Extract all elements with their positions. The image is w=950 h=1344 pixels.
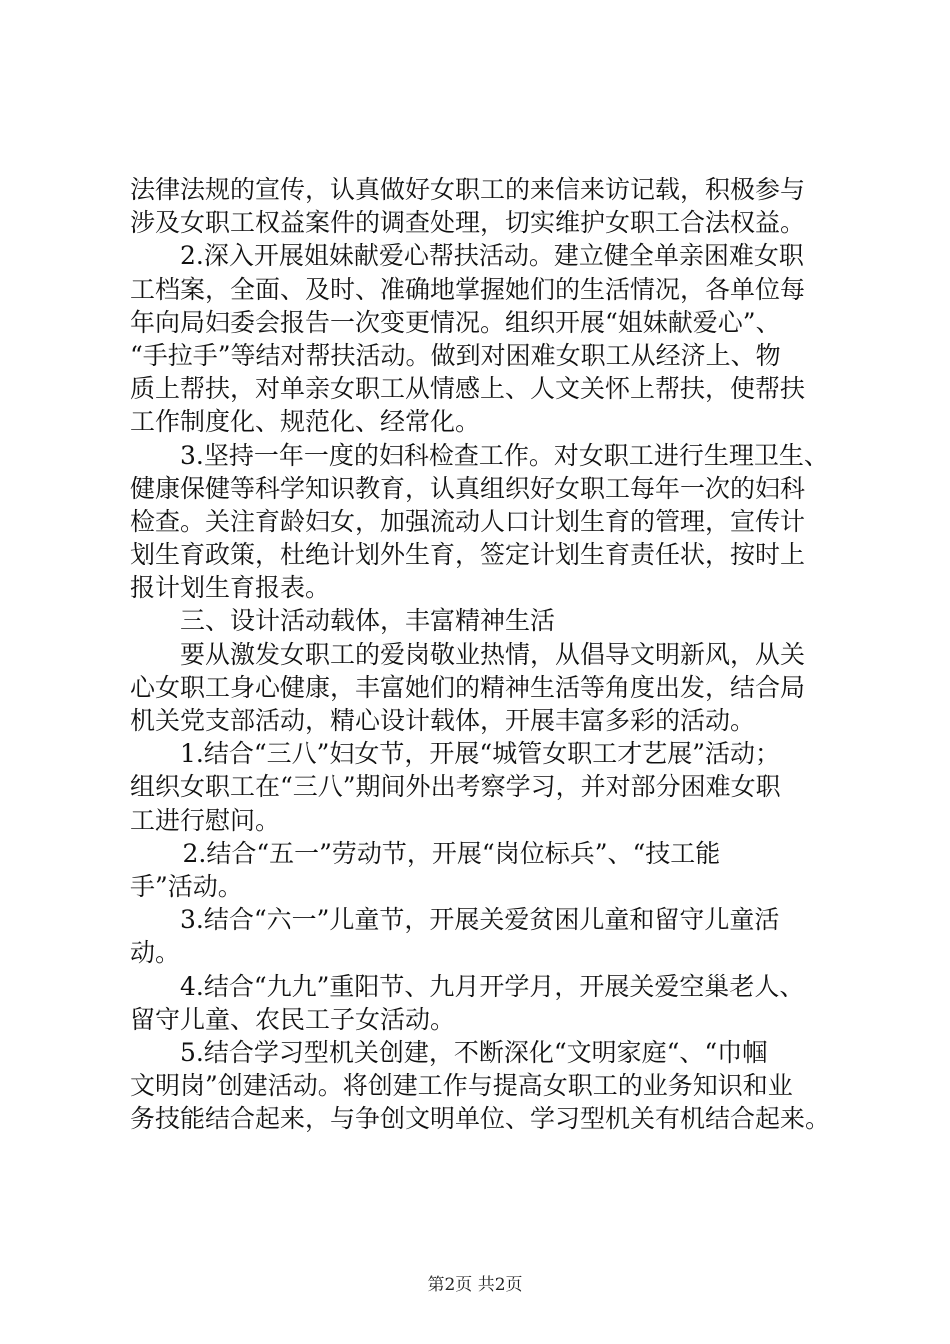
document-body — [130, 173, 830, 1135]
text-line: 健康保健等科学知识教育，认真组织好女职工每年一次的妇科 — [130, 473, 806, 503]
text-line: 划生育政策，杜绝计划外生育，签定计划生育责任状，按时上 — [130, 540, 806, 570]
text-line: 4.结合“九九”重阳节、九月开学月，开展关爱空巢老人、 — [180, 971, 805, 1001]
page-footer: 第2页 共2页 — [427, 1275, 523, 1295]
text-line: 动。 — [130, 938, 181, 968]
text-line: 质上帮扶，对单亲女职工从情感上、人文关怀上帮扶，使帮扶 — [130, 374, 806, 404]
text-line: 年向局妇委会报告一次变更情况。组织开展“姐妹献爱心”、 — [130, 307, 781, 337]
text-line: 工进行慰问。 — [130, 805, 281, 835]
text-line: 涉及女职工权益案件的调查处理，切实维护女职工合法权益。 — [130, 208, 806, 238]
text-line: 3.坚持一年一度的妇科检查工作。对女职工进行生理卫生、 — [180, 440, 829, 470]
text-line: 心女职工身心健康，丰富她们的精神生活等角度出发，结合局 — [130, 672, 806, 702]
text-line: “手拉手”等结对帮扶活动。做到对困难女职工从经济上、物 — [130, 340, 781, 370]
text-line: 手”活动。 — [130, 871, 243, 901]
text-line: 机关党支部活动，精心设计载体，开展丰富多彩的活动。 — [130, 706, 756, 735]
text-line: 文明岗”创建活动。将创建工作与提高女职工的业务知识和业 — [130, 1071, 793, 1101]
text-line: 检查。关注育龄妇女，加强流动人口计划生育的管理，宣传计 — [130, 506, 806, 536]
text-line: 法律法规的宣传，认真做好女职工的来信来访记载，积极参与 — [130, 175, 806, 204]
text-line: 报计划生育报表。 — [130, 573, 331, 603]
text-line: 2.深入开展姐妹献爱心帮扶活动。建立健全单亲困难女职 — [180, 241, 804, 271]
text-line: 三、设计活动载体，丰富精神生活 — [180, 606, 556, 636]
text-line: 要从激发女职工的爱岗敬业热情，从倡导文明新风，从关 — [180, 639, 806, 669]
text-line: 5.结合学习型机关创建，不断深化“文明家庭“、“巾帼 — [180, 1037, 768, 1067]
text-line: 工档案，全面、及时、准确地掌握她们的生活情况，各单位每 — [130, 274, 806, 304]
text-line: 务技能结合起来，与争创文明单位、学习型机关有机结合起来。 — [130, 1104, 831, 1134]
text-line: 工作制度化、规范化、经常化。 — [130, 407, 481, 437]
text-line: 2.结合“五一”劳动节，开展“岗位标兵”、“技工能 — [182, 838, 721, 868]
text-line: 留守儿童、农民工子女活动。 — [130, 1004, 456, 1034]
text-line: 3.结合“六一”儿童节，开展关爱贫困儿童和留守儿童活 — [180, 905, 780, 935]
text-line: 组织女职工在“三八”期间外出考察学习，并对部分困难女职 — [130, 772, 781, 802]
text-line: 1.结合“三八”妇女节，开展“城管女职工才艺展”活动； — [180, 739, 780, 769]
